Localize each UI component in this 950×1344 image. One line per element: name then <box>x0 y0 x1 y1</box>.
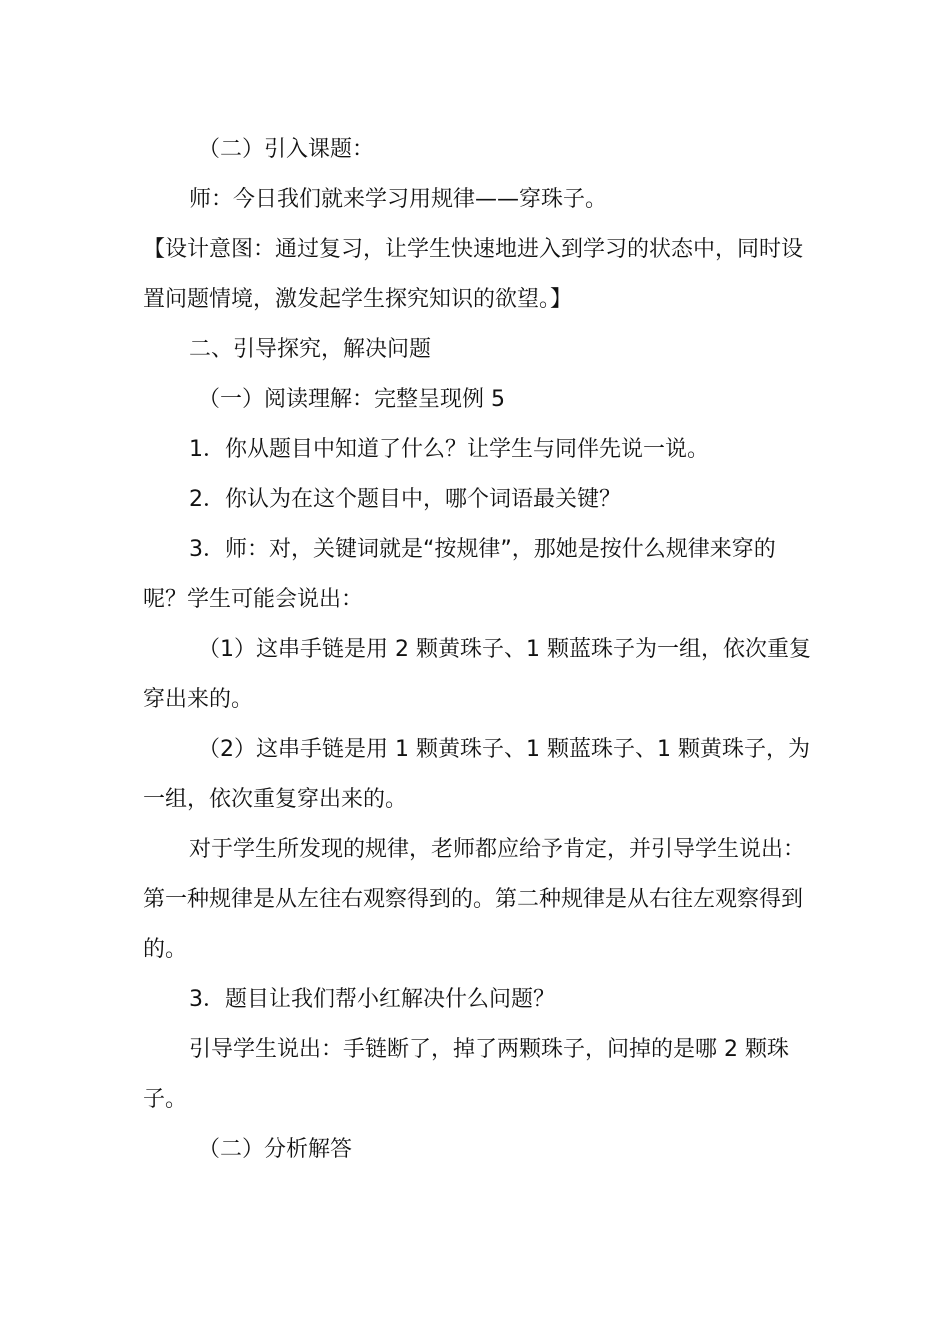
teacher-line: 师：今日我们就来学习用规律——穿珠子。 <box>189 187 608 212</box>
question-1: 1．你从题目中知道了什么？让学生与同伴先说一说。 <box>189 437 709 462</box>
design-intent-note: 【设计意图：通过复习，让学生快速地进入到学习的状态中，同时设置问题情境，激发起学生探究知识的欲望。】 <box>143 237 804 312</box>
question-3: 3．师：对，关键词就是“按规律”，那她是按什么规律来穿的呢？学生可能会说出： <box>143 537 776 612</box>
question-3b: 3．题目让我们帮小红解决什么问题？ <box>189 987 555 1012</box>
section-heading-intro-topic: （二）引入课题： <box>198 137 375 162</box>
answer-option-1: （1）这串手链是用 2 颗黄珠子、1 颗蓝珠子为一组，依次重复穿出来的。 <box>143 637 811 712</box>
subsection-heading-reading: （一）阅读理解：完整呈现例 5 <box>198 387 505 412</box>
teacher-guidance: 对于学生所发现的规律，老师都应给予肯定，并引导学生说出：第一种规律是从左往右观察得到的。第二种规律是从右往左观察得到的。 <box>143 837 806 962</box>
subsection-heading-analysis: （二）分析解答 <box>198 1137 353 1162</box>
answer-option-2: （2）这串手链是用 1 颗黄珠子、1 颗蓝珠子、1 颗黄珠子，为一组，依次重复穿出来的。 <box>143 737 810 812</box>
question-2: 2．你认为在这个题目中，哪个词语最关键？ <box>189 487 621 512</box>
document-body <box>143 125 813 1175</box>
guidance-answer: 引导学生说出：手链断了，掉了两颗珠子，问掉的是哪 2 颗珠子。 <box>143 1037 789 1112</box>
section-heading-explore: 二、引导探究，解决问题 <box>189 337 432 362</box>
